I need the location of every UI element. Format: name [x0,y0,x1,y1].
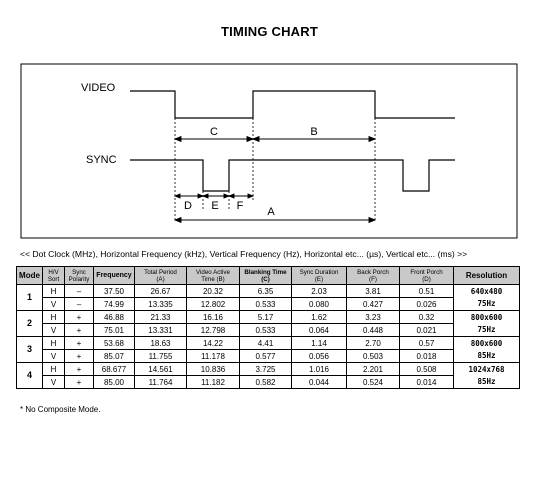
blanking-time-cell: 4.41 [240,337,292,350]
sync-duration-cell: 1.62 [292,311,347,324]
video-active-cell: 11.178 [187,350,240,363]
sync-duration-cell: 2.03 [292,285,347,298]
sync-polarity-cell: – [65,285,94,298]
front-porch-cell: 0.51 [400,285,454,298]
hv-sort-cell: H [43,285,65,298]
blanking-time-cell: 0.533 [240,298,292,311]
video-active-cell: 12.802 [187,298,240,311]
frequency-cell: 74.99 [94,298,135,311]
frequency-cell: 46.88 [94,311,135,324]
resolution-cell [454,363,520,389]
segment-label-d: D [184,200,192,212]
total-period-cell: 14.561 [135,363,187,376]
sync-duration-cell: 0.080 [292,298,347,311]
front-porch-cell: 0.021 [400,324,454,337]
header-video-active: Video Active Time (B) [187,267,240,285]
front-porch-cell: 0.32 [400,311,454,324]
header-sync-duration: Sync Duration (E) [292,267,347,285]
resolution-rate: 85Hz [477,376,496,386]
resolution-size: 800x600 [470,338,503,348]
header-blanking-time: Blanking Time (C) [240,267,292,285]
total-period-cell: 18.63 [135,337,187,350]
hv-sort-cell: H [43,311,65,324]
frequency-cell: 68.677 [94,363,135,376]
video-active-cell: 16.16 [187,311,240,324]
front-porch-cell: 0.57 [400,337,454,350]
units-caption: << Dot Clock (MHz), Horizontal Frequency (kHz), Vertical Frequency (Hz), Horizontal etc... (µs), Vertical etc... (ms) >> [20,249,468,259]
frequency-cell: 37.50 [94,285,135,298]
header-resolution: Resolution [454,267,520,285]
resolution-rate: 75Hz [477,324,496,334]
blanking-time-cell: 0.582 [240,376,292,389]
video-active-cell: 10.836 [187,363,240,376]
hv-sort-cell: H [43,337,65,350]
back-porch-cell: 0.427 [347,298,400,311]
header-total-period: Total Period (A) [135,267,187,285]
footnote: * No Composite Mode. [20,405,101,414]
total-period-cell: 11.755 [135,350,187,363]
resolution-size: 800x600 [470,312,503,322]
header-back-porch: Back Porch (F) [347,267,400,285]
frequency-cell: 75.01 [94,324,135,337]
video-waveform [130,91,455,118]
video-active-cell: 14.22 [187,337,240,350]
sync-polarity-cell: + [65,311,94,324]
sync-polarity-cell: – [65,298,94,311]
back-porch-cell: 0.503 [347,350,400,363]
header-hv-sort: H/V Sort [43,267,65,285]
total-period-cell: 11.764 [135,376,187,389]
mode-cell: 2 [17,311,43,337]
table-header-row [17,267,520,285]
sync-duration-cell: 0.064 [292,324,347,337]
segment-label-f: F [236,200,244,212]
blanking-time-cell: 6.35 [240,285,292,298]
table-row [17,298,520,311]
total-period-cell: 26.67 [135,285,187,298]
blanking-time-cell: 5.17 [240,311,292,324]
sync-duration-cell: 1.016 [292,363,347,376]
mode-cell: 4 [17,363,43,389]
hv-sort-cell: V [43,324,65,337]
sync-duration-cell: 1.14 [292,337,347,350]
table-body [17,285,520,389]
table-row [17,350,520,363]
resolution-size: 640x480 [470,286,503,296]
table-row [17,363,520,376]
back-porch-cell: 0.524 [347,376,400,389]
mode-cell: 1 [17,285,43,311]
segment-label-a: A [267,206,275,218]
front-porch-cell: 0.014 [400,376,454,389]
sync-polarity-cell: + [65,324,94,337]
mode-cell: 3 [17,337,43,363]
timing-table [16,266,520,389]
resolution-rate: 75Hz [477,298,496,308]
table-row [17,324,520,337]
front-porch-cell: 0.026 [400,298,454,311]
sync-waveform [130,160,455,191]
video-active-cell: 11.182 [187,376,240,389]
header-sync-polarity: Sync Polarity [65,267,94,285]
segment-label-b: B [310,126,318,138]
hv-sort-cell: V [43,298,65,311]
header-front-porch: Front Porch (D) [400,267,454,285]
table-row [17,311,520,324]
frequency-cell: 85.00 [94,376,135,389]
back-porch-cell: 3.81 [347,285,400,298]
segment-label-e: E [211,200,219,212]
total-period-cell: 13.331 [135,324,187,337]
total-period-cell: 13.335 [135,298,187,311]
blanking-time-cell: 3.725 [240,363,292,376]
blanking-time-cell: 0.533 [240,324,292,337]
sync-polarity-cell: + [65,376,94,389]
resolution-cell [454,337,520,363]
resolution-cell [454,311,520,337]
page-title: TIMING CHART [221,24,318,39]
video-label: VIDEO [81,82,116,94]
hv-sort-cell: V [43,350,65,363]
header-frequency: Frequency [94,267,135,285]
sync-polarity-cell: + [65,363,94,376]
back-porch-cell: 3.23 [347,311,400,324]
hv-sort-cell: V [43,376,65,389]
front-porch-cell: 0.018 [400,350,454,363]
table-row [17,285,520,298]
resolution-cell [454,285,520,311]
total-period-cell: 21.33 [135,311,187,324]
video-active-cell: 20.32 [187,285,240,298]
sync-polarity-cell: + [65,350,94,363]
resolution-size: 1024x768 [468,364,505,374]
frequency-cell: 85.07 [94,350,135,363]
sync-polarity-cell: + [65,337,94,350]
sync-duration-cell: 0.044 [292,376,347,389]
video-active-cell: 12.798 [187,324,240,337]
segment-label-c: C [210,126,218,138]
table-row [17,337,520,350]
sync-label: SYNC [86,154,117,166]
resolution-rate: 85Hz [477,350,496,360]
frequency-cell: 53.68 [94,337,135,350]
front-porch-cell: 0.508 [400,363,454,376]
header-mode: Mode [17,267,43,285]
back-porch-cell: 2.70 [347,337,400,350]
sync-duration-cell: 0.056 [292,350,347,363]
table-row [17,376,520,389]
hv-sort-cell: H [43,363,65,376]
back-porch-cell: 0.448 [347,324,400,337]
blanking-time-cell: 0.577 [240,350,292,363]
back-porch-cell: 2.201 [347,363,400,376]
